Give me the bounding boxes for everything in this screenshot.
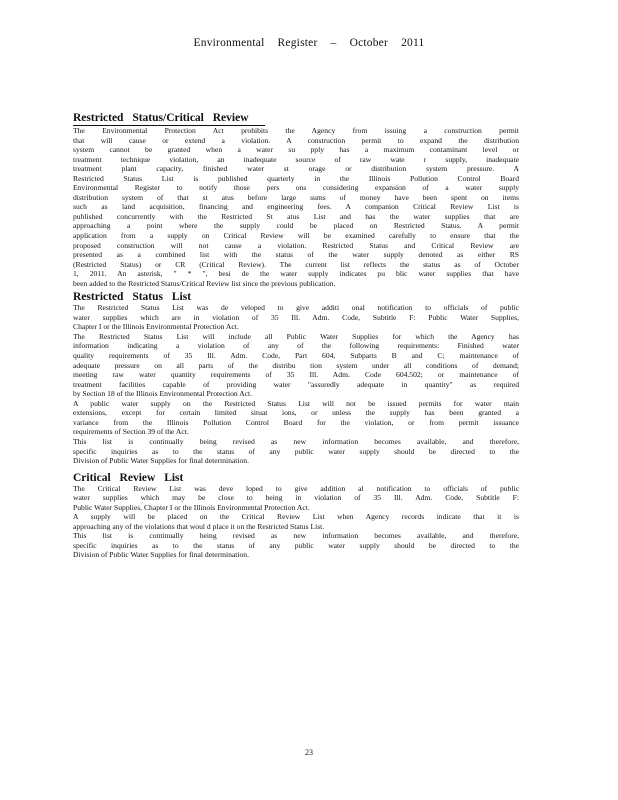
text-line: The Restricted Status List was de veloped to give additi onal notification to officials of public (73, 303, 519, 313)
text-line: extensions, except for certain limited situat ions, or unless the supply has been granted a (73, 408, 519, 418)
text-line: The Critical Review List was deve loped to give addition al notification to officials of public (73, 483, 519, 493)
text-line: water supplies which are in violation of 35 Ill. Adm. Code, Subtitle F: Public Water Supplies, (73, 312, 519, 322)
text-line: variance from the Illinois Pollution Control Board for the violation, or from permit issuance (73, 417, 519, 427)
text-line: This list is continually being revised as new information becomes available, and therefore, (73, 436, 519, 446)
section-heading-restricted-status-list: Restricted Status List (73, 291, 192, 304)
text-line: meeting raw water quantity requirements of 35 Ill. Adm. Code 604.502; or maintenance of (73, 370, 519, 380)
text-line: requirements of Section 39 of the Act. (73, 427, 189, 437)
text-line: A supply will be placed on the Critical Review List when Agency records indicate that it is (73, 512, 519, 522)
text-line: such as land acquisition, financing and engineering fees. A companion Critical Review List is (73, 202, 519, 212)
text-line: water supplies which may be close to being in violation of 35 Ill. Adm. Code, Subtitle F: (73, 493, 519, 503)
paragraph-restricted-status-list (73, 303, 519, 465)
paragraph-critical-review-list (73, 484, 519, 560)
text-line: The Restricted Status List will include all Public Water Supplies for which the Agency has (73, 331, 519, 341)
text-line: information indicating a violation of any of the following requirements: Finished water (73, 341, 519, 351)
text-line: treatment facilities capable of providing water "assuredly adequate in quantity" as required (73, 379, 519, 389)
text-line: A public water supply on the Restricted Status List will not be issued permits for water main (73, 398, 519, 408)
text-line: Chapter I or the Illinois Environmental Protection Act. (73, 322, 239, 332)
page-number: 23 (305, 748, 313, 757)
text-line: published concurrently with the Restricted St atus List and has the water supplies that are (73, 211, 519, 221)
page-header: Environmental Register – October 2011 (193, 37, 425, 49)
text-line: (Restricted Status) or CR (Critical Review). The current list reflects the status as of October (73, 259, 519, 269)
text-line: approaching a point where the supply could be placed on Restricted Status. A permit (73, 221, 519, 231)
text-line: distribution system of that st atus before large sums of money have been spent on items (73, 192, 519, 202)
text-line: treatment technique violation, an inadequate source of raw wate r supply, inadequate (73, 154, 519, 164)
text-line: proposed construction will not cause a violation. Restricted Status and Critical Review are (73, 240, 519, 250)
section-heading-restricted-status-critical-review: Restricted Status/Critical Review (73, 112, 265, 126)
paragraph-restricted-status-critical-review (73, 126, 519, 288)
text-line: specific inquiries as to the status of any public water supply should be directed to the (73, 446, 519, 456)
text-line: by Section 18 of the Illinois Environmental Protection Act. (73, 389, 253, 399)
text-line: that will cause or extend a violation. A construction permit to expand the distribution (73, 135, 519, 145)
document-body (73, 108, 519, 560)
text-line: Public Water Supplies, Chapter I or the Illinois Environmental Protection Act. (73, 502, 310, 512)
text-line: The Environmental Protection Act prohibits the Agency from issuing a construction permit (73, 126, 519, 135)
text-line: specific inquiries as to the status of any public water supply should be directed to the (73, 540, 519, 550)
text-line: quality requirements of 35 Ill. Adm. Code, Part 604, Subparts B and C; maintenance of (73, 351, 519, 361)
text-line: adequate pressure on all parts of the distribu tion system under all conditions of demand; (73, 360, 519, 370)
text-line: application from a supply on Critical Review will be examined carefully to ensure that the (73, 231, 519, 241)
text-line: system cannot be granted when a water su pply has a maximum contaminant level or (73, 145, 519, 155)
text-line: 1, 2011. An asterisk, " * ", besi de the water supply indicates pu blic water supplies that have (73, 269, 519, 279)
text-line: This list is continually being revised as new information becomes available, and therefore, (73, 531, 519, 541)
text-line: Environmental Register to notify those pers ons considering expansion of a water supply (73, 183, 519, 193)
section-heading-critical-review-list: Critical Review List (73, 471, 184, 484)
text-line: Restricted Status List is published quarterly in the Illinois Pollution Control Board (73, 173, 519, 183)
text-line: approaching any of the violations that woul d place it on the Restricted Status List. (73, 521, 325, 531)
text-line: presented as a combined list with the status of the water supply denoted as either RS (73, 250, 519, 260)
text-line: Division of Public Water Supplies for final determination. (73, 550, 249, 560)
text-line: treatment plant capacity, finished water st orage or distribution system pressure. A (73, 164, 519, 174)
text-line: been added to the Restricted Status/Critical Review list since the previous publication. (73, 278, 336, 288)
text-line: Division of Public Water Supplies for final determination. (73, 456, 249, 466)
